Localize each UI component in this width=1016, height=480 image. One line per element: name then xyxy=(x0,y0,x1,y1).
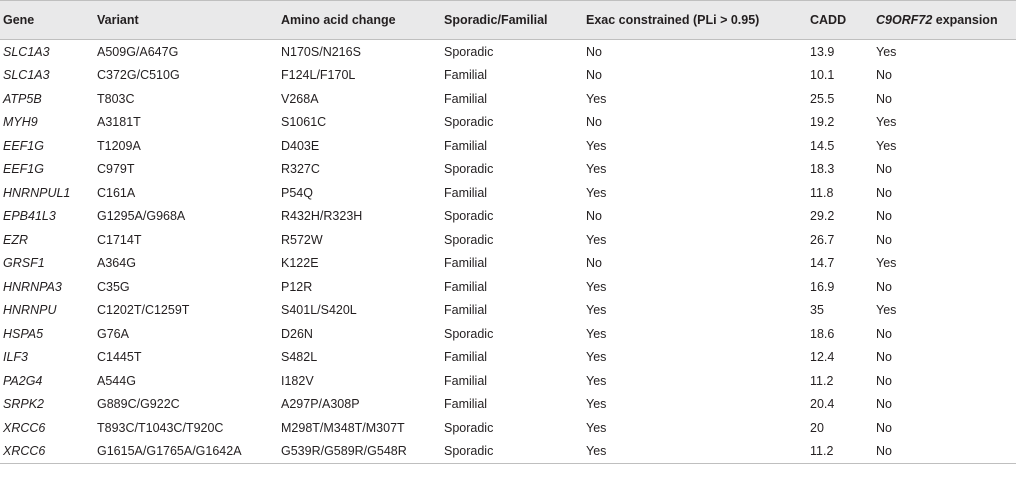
cell-sporadic-familial: Familial xyxy=(444,303,488,318)
cell-exac-constrained: Yes xyxy=(586,138,607,153)
cell-c9orf72-expansion: No xyxy=(876,162,892,177)
cell-gene: HNRNPA3 xyxy=(3,279,62,294)
cell-sporadic-familial: Familial xyxy=(444,91,488,106)
cell-gene: PA2G4 xyxy=(3,373,43,388)
cell-variant: G1615A/G1765A/G1642A xyxy=(93,440,277,464)
cell-sporadic-familial: Sporadic xyxy=(444,326,494,341)
cell-c9orf72-expansion: No xyxy=(876,91,892,106)
cell-amino-acid-change: R327C xyxy=(281,162,320,177)
cell-gene: ATP5B xyxy=(3,91,42,106)
cell-cadd: 18.3 xyxy=(810,162,835,177)
cell-variant: C161A xyxy=(97,185,136,200)
cell-gene: XRCC6 xyxy=(0,440,93,464)
table-row xyxy=(0,299,1016,323)
table-header xyxy=(0,1,1016,40)
cell-sporadic-familial: Familial xyxy=(444,350,488,365)
cell-cadd: 25.5 xyxy=(810,91,835,106)
cell-c9orf72-expansion: Yes xyxy=(876,303,897,318)
cell-gene: EEF1G xyxy=(3,138,44,153)
cell-variant: C35G xyxy=(97,279,130,294)
cell-amino-acid-change: S1061C xyxy=(281,115,327,130)
cell-gene: HNRNPUL1 xyxy=(3,185,71,200)
cell-cadd: 19.2 xyxy=(810,115,835,130)
cell-c9orf72-expansion: No xyxy=(876,68,892,83)
cell-exac-constrained: Yes xyxy=(586,279,607,294)
cell-exac-constrained: No xyxy=(586,44,602,59)
cell-amino-acid-change: A297P/A308P xyxy=(281,397,360,412)
cell-variant: A509G/A647G xyxy=(97,44,179,59)
cell-gene: EEF1G xyxy=(3,162,44,177)
cell-variant: C1202T/C1259T xyxy=(97,303,190,318)
cell-cadd: 14.7 xyxy=(810,256,835,271)
cell-exac-constrained: Yes xyxy=(586,420,607,435)
cell-variant: G76A xyxy=(97,326,129,341)
cell-c9orf72-expansion: Yes xyxy=(876,138,897,153)
cell-amino-acid-change: D26N xyxy=(281,326,313,341)
table-row xyxy=(0,40,1016,64)
cell-cadd: 13.9 xyxy=(810,44,835,59)
header-row xyxy=(0,1,1016,40)
header-cadd: CADD xyxy=(806,1,872,40)
cell-exac-constrained: No xyxy=(586,256,602,271)
cell-cadd: 20.4 xyxy=(810,397,835,412)
cell-cadd: 11.2 xyxy=(806,440,872,464)
table-row xyxy=(0,181,1016,205)
cell-sporadic-familial: Sporadic xyxy=(444,209,494,224)
cell-amino-acid-change: P12R xyxy=(281,279,313,294)
cell-amino-acid-change: F124L/F170L xyxy=(281,68,356,83)
cell-exac-constrained: Yes xyxy=(582,440,806,464)
table-row xyxy=(0,111,1016,135)
cell-gene: MYH9 xyxy=(3,115,38,130)
cell-c9orf72-expansion: No xyxy=(876,326,892,341)
cell-exac-constrained: Yes xyxy=(586,91,607,106)
cell-cadd: 29.2 xyxy=(810,209,835,224)
cell-variant: A364G xyxy=(97,256,136,271)
cell-cadd: 14.5 xyxy=(810,138,835,153)
cell-amino-acid-change: M298T/M348T/M307T xyxy=(281,420,405,435)
cell-c9orf72-expansion: Yes xyxy=(876,256,897,271)
cell-cadd: 11.8 xyxy=(810,185,834,200)
cell-variant: C979T xyxy=(97,162,135,177)
cell-cadd: 26.7 xyxy=(810,232,835,247)
cell-sporadic-familial: Sporadic xyxy=(444,232,494,247)
header-c9orf72-expansion xyxy=(872,1,1016,40)
cell-amino-acid-change: N170S/N216S xyxy=(281,44,361,59)
cell-c9orf72-expansion: Yes xyxy=(876,115,897,130)
cell-cadd: 12.4 xyxy=(810,350,835,365)
cell-sporadic-familial: Sporadic xyxy=(444,162,494,177)
cell-cadd: 11.2 xyxy=(810,373,834,388)
cell-variant: A3181T xyxy=(97,115,141,130)
table-body xyxy=(0,40,1016,464)
cell-sporadic-familial: Familial xyxy=(444,373,488,388)
cell-gene: EPB41L3 xyxy=(3,209,56,224)
cell-variant: G889C/G922C xyxy=(97,397,180,412)
cell-c9orf72-expansion: No xyxy=(876,373,892,388)
cell-cadd: 18.6 xyxy=(810,326,835,341)
cell-c9orf72-expansion: No xyxy=(872,440,1016,464)
cell-variant: C372G/C510G xyxy=(97,68,180,83)
cell-variant: G1295A/G968A xyxy=(97,209,186,224)
cell-sporadic-familial: Sporadic xyxy=(444,115,494,130)
cell-cadd: 16.9 xyxy=(810,279,835,294)
cell-c9orf72-expansion: No xyxy=(876,209,892,224)
cell-c9orf72-expansion: No xyxy=(876,420,892,435)
header-expansion-label: expansion xyxy=(932,13,998,27)
cell-exac-constrained: No xyxy=(586,209,602,224)
cell-exac-constrained: Yes xyxy=(586,185,607,200)
cell-exac-constrained: Yes xyxy=(586,397,607,412)
cell-variant: A544G xyxy=(97,373,136,388)
cell-exac-constrained: Yes xyxy=(586,350,607,365)
cell-exac-constrained: Yes xyxy=(586,162,607,177)
cell-sporadic-familial: Familial xyxy=(444,138,488,153)
table-row xyxy=(0,369,1016,393)
cell-gene: SLC1A3 xyxy=(3,44,50,59)
table-row xyxy=(0,134,1016,158)
table-row xyxy=(0,275,1016,299)
cell-gene: HNRNPU xyxy=(3,303,57,318)
table-row xyxy=(0,416,1016,440)
cell-amino-acid-change: S401L/S420L xyxy=(281,303,357,318)
cell-c9orf72-expansion: No xyxy=(876,279,892,294)
cell-variant: C1714T xyxy=(97,232,142,247)
cell-sporadic-familial: Sporadic xyxy=(444,44,494,59)
cell-exac-constrained: Yes xyxy=(586,232,607,247)
cell-amino-acid-change: V268A xyxy=(281,91,319,106)
cell-amino-acid-change: D403E xyxy=(281,138,320,153)
header-gene: Gene xyxy=(0,1,93,40)
table-row xyxy=(0,440,1016,464)
cell-sporadic-familial: Sporadic xyxy=(444,420,494,435)
cell-exac-constrained: Yes xyxy=(586,303,607,318)
cell-c9orf72-expansion: No xyxy=(876,232,892,247)
cell-gene: ILF3 xyxy=(3,350,29,365)
header-exac-constrained: Exac constrained (PLi > 0.95) xyxy=(582,1,806,40)
cell-cadd: 35 xyxy=(810,303,824,318)
header-sporadic-familial: Sporadic/Familial xyxy=(440,1,582,40)
cell-c9orf72-expansion: Yes xyxy=(876,44,897,59)
cell-sporadic-familial: Familial xyxy=(444,68,488,83)
cell-amino-acid-change: R432H/R323H xyxy=(281,209,363,224)
cell-gene: EZR xyxy=(3,232,28,247)
cell-variant: T803C xyxy=(97,91,135,106)
cell-gene: HSPA5 xyxy=(3,326,44,341)
cell-sporadic-familial: Familial xyxy=(444,256,488,271)
table-row xyxy=(0,158,1016,182)
cell-variant: T1209A xyxy=(97,138,141,153)
cell-gene: GRSF1 xyxy=(3,256,45,271)
cell-variant: C1445T xyxy=(97,350,142,365)
cell-cadd: 20 xyxy=(810,420,824,435)
cell-c9orf72-expansion: No xyxy=(876,397,892,412)
cell-amino-acid-change: I182V xyxy=(281,373,314,388)
cell-c9orf72-expansion: No xyxy=(876,185,892,200)
cell-sporadic-familial: Familial xyxy=(444,397,488,412)
header-variant: Variant xyxy=(93,1,277,40)
table-row xyxy=(0,87,1016,111)
cell-amino-acid-change: P54Q xyxy=(281,185,313,200)
cell-amino-acid-change: R572W xyxy=(281,232,323,247)
cell-amino-acid-change: K122E xyxy=(281,256,319,271)
table-row xyxy=(0,228,1016,252)
cell-exac-constrained: No xyxy=(586,115,602,130)
table-row xyxy=(0,205,1016,229)
table-row xyxy=(0,322,1016,346)
cell-c9orf72-expansion: No xyxy=(876,350,892,365)
cell-sporadic-familial: Familial xyxy=(444,185,488,200)
cell-exac-constrained: No xyxy=(586,68,602,83)
table-row xyxy=(0,64,1016,88)
cell-cadd: 10.1 xyxy=(810,68,835,83)
cell-gene: SRPK2 xyxy=(3,397,44,412)
table-row xyxy=(0,252,1016,276)
cell-amino-acid-change: G539R/G589R/G548R xyxy=(277,440,440,464)
cell-variant: T893C/T1043C/T920C xyxy=(97,420,224,435)
header-c9orf72-gene: C9ORF72 xyxy=(876,13,933,27)
table-row xyxy=(0,393,1016,417)
cell-gene: SLC1A3 xyxy=(3,68,50,83)
header-amino-acid-change: Amino acid change xyxy=(277,1,440,40)
cell-sporadic-familial: Sporadic xyxy=(440,440,582,464)
table-row xyxy=(0,346,1016,370)
cell-gene: XRCC6 xyxy=(3,420,46,435)
cell-exac-constrained: Yes xyxy=(586,326,607,341)
cell-amino-acid-change: S482L xyxy=(281,350,318,365)
cell-sporadic-familial: Familial xyxy=(444,279,488,294)
cell-exac-constrained: Yes xyxy=(586,373,607,388)
